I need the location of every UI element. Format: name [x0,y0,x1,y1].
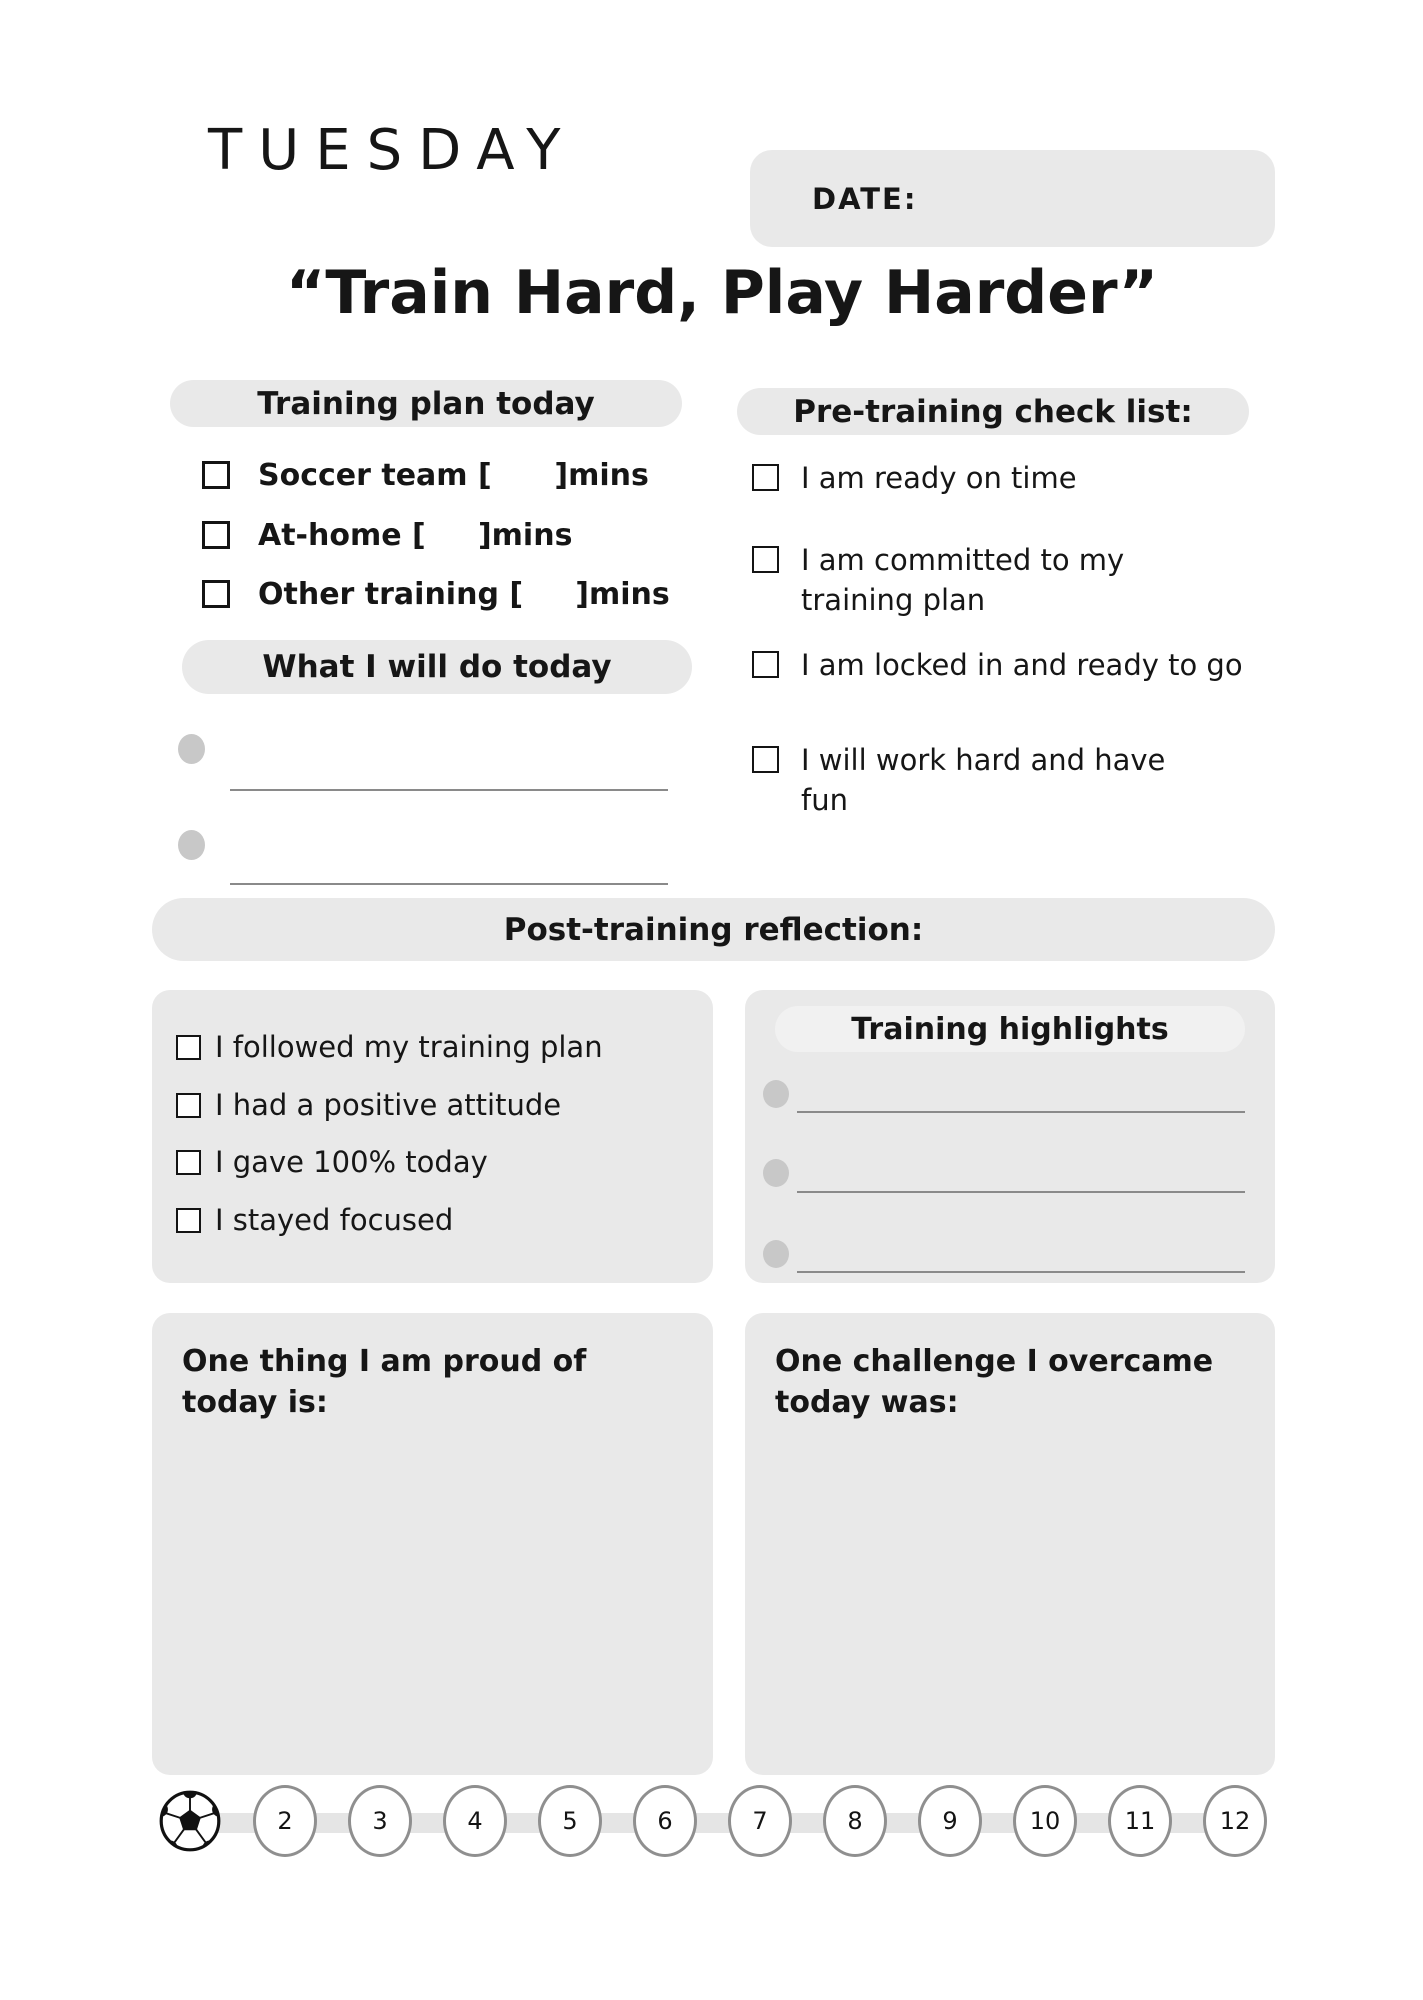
pre-check-item [752,740,1221,820]
bullet-dot [178,734,205,764]
tracker-circle[interactable]: 7 [728,1785,792,1857]
tracker-circle[interactable]: 10 [1013,1785,1077,1857]
reflection-checklist-box [152,990,713,1283]
tracker-day-1[interactable] [158,1785,222,1857]
pre-check-label: I am committed to my training plan [801,543,1125,617]
followed-plan-checkbox[interactable] [176,1035,201,1060]
bullet-dot [178,830,205,860]
pre-check-label: I am ready on time [801,461,1077,495]
reflection-label: I gave 100% today [215,1145,488,1179]
tracker-day-5[interactable] [538,1785,602,1857]
plan-item-other-training [202,574,670,614]
tracker-day-9[interactable] [918,1785,982,1857]
tracker-circle[interactable]: 2 [253,1785,317,1857]
reflection-item [176,1085,561,1125]
write-line-today-2[interactable] [230,883,668,885]
pre-training-title: Pre-training check list: [737,388,1249,435]
bullet-dot [763,1159,789,1187]
pre-check-checkbox-2[interactable] [752,546,779,573]
tracker-day-3[interactable] [348,1785,412,1857]
gave-100-checkbox[interactable] [176,1150,201,1175]
tracker-circle[interactable]: 3 [348,1785,412,1857]
tracker-circle[interactable]: 11 [1108,1785,1172,1857]
pre-check-checkbox-3[interactable] [752,651,779,678]
tracker-day-10[interactable] [1013,1785,1077,1857]
tracker-circle[interactable]: 9 [918,1785,982,1857]
reflection-item [176,1027,603,1067]
reflection-label: I followed my training plan [215,1030,603,1064]
pre-check-checkbox-1[interactable] [752,464,779,491]
write-line-highlight-1[interactable] [797,1111,1245,1113]
plan-item-at-home [202,515,572,555]
reflection-label: I had a positive attitude [215,1088,562,1122]
training-highlights-title: Training highlights [775,1006,1245,1052]
bullet-dot [763,1080,789,1108]
challenge-overcame-label: One challenge I overcame today was: [775,1344,1214,1421]
tracker-day-8[interactable] [823,1785,887,1857]
date-input-box[interactable] [750,150,1275,247]
tracker-day-6[interactable] [633,1785,697,1857]
date-label: DATE: [812,181,918,216]
reflection-item [176,1200,453,1240]
motivational-quote: “Train Hard, Play Harder” [285,258,1159,328]
pre-check-label: I am locked in and ready to go [801,648,1243,682]
tracker-circle[interactable]: 8 [823,1785,887,1857]
tracker-circle[interactable]: 5 [538,1785,602,1857]
reflection-label: I stayed focused [215,1203,454,1237]
plan-item-label: Soccer team [ ]mins [258,457,649,493]
tracker-day-7[interactable] [728,1785,792,1857]
tracker-day-12[interactable] [1203,1785,1267,1857]
tracker-day-11[interactable] [1108,1785,1172,1857]
proud-of-today-label: One thing I am proud of today is: [182,1344,587,1421]
reflection-item [176,1142,488,1182]
other-training-checkbox[interactable] [202,580,230,608]
tracker-circle[interactable]: 6 [633,1785,697,1857]
at-home-checkbox[interactable] [202,521,230,549]
plan-item-label: At-home [ ]mins [258,517,573,553]
tracker-day-4[interactable] [443,1785,507,1857]
training-plan-title: Training plan today [170,380,682,427]
write-line-highlight-2[interactable] [797,1191,1245,1193]
positive-attitude-checkbox[interactable] [176,1093,201,1118]
pre-check-item [752,458,1261,498]
bullet-dot [763,1240,789,1268]
day-tracker [158,1785,1267,1857]
plan-item-soccer-team [202,455,649,495]
plan-item-label: Other training [ ]mins [258,576,670,612]
tracker-circle[interactable]: 12 [1203,1785,1267,1857]
soccer-ball-icon [158,1785,222,1857]
proud-of-today-box[interactable] [152,1313,713,1775]
what-today-title: What I will do today [182,640,692,694]
day-title: TUESDAY [208,118,577,183]
soccer-team-checkbox[interactable] [202,461,230,489]
write-line-highlight-3[interactable] [797,1271,1245,1273]
stayed-focused-checkbox[interactable] [176,1208,201,1233]
pre-check-checkbox-4[interactable] [752,746,779,773]
training-highlights-box [745,990,1275,1283]
pre-check-item [752,540,1161,620]
challenge-overcame-box[interactable] [745,1313,1275,1775]
tracker-day-2[interactable] [253,1785,317,1857]
pre-check-label: I will work hard and have fun [801,743,1166,817]
post-training-title: Post-training reflection: [152,898,1275,961]
write-line-today-1[interactable] [230,789,668,791]
pre-check-item [752,645,1251,685]
tracker-circle[interactable]: 4 [443,1785,507,1857]
